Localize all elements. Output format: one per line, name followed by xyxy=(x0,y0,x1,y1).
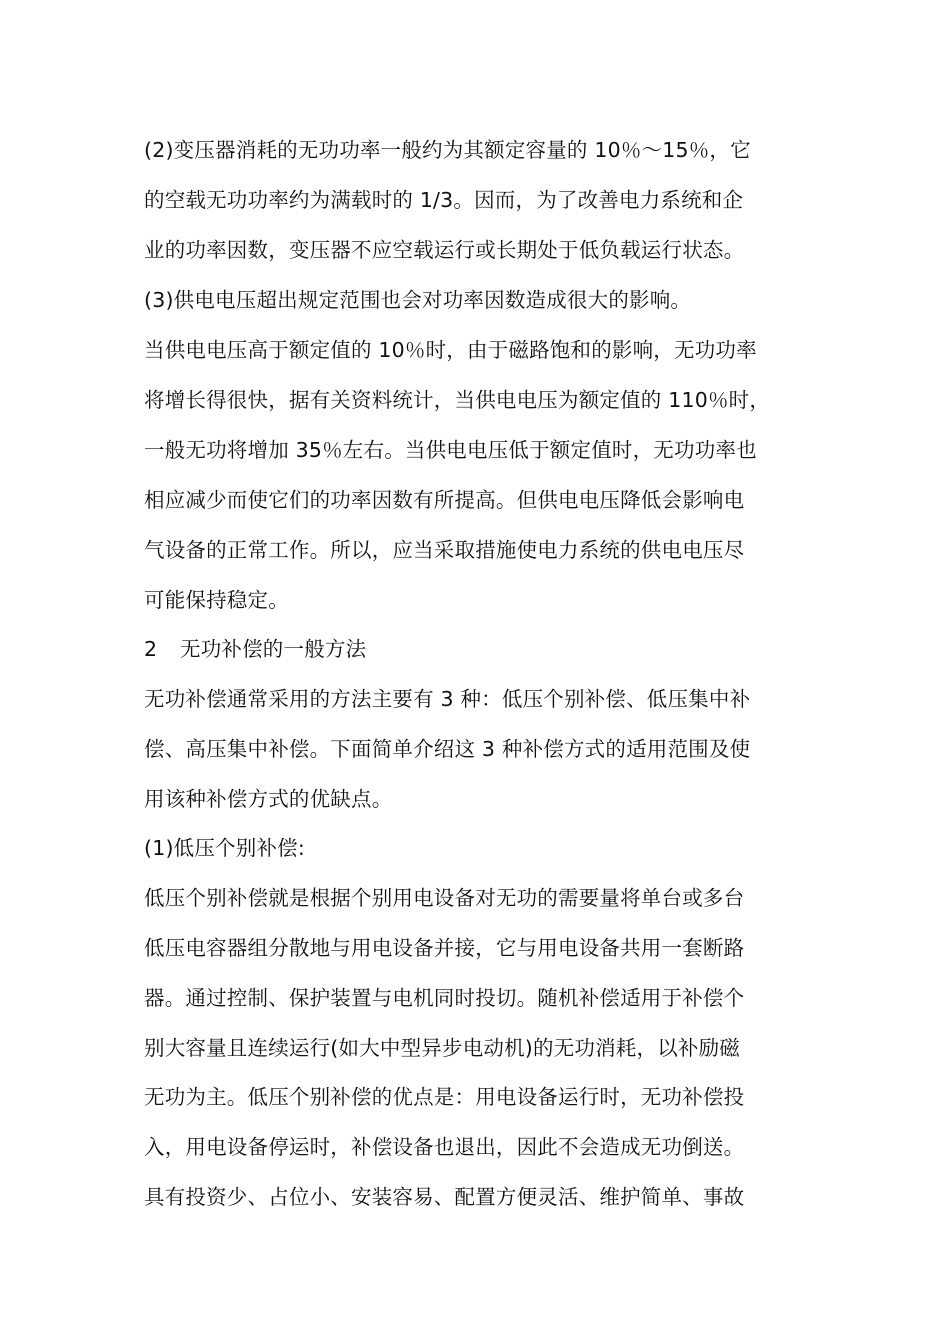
paragraph-line: 相应减少而使它们的功率因数有所提高。但供电电压降低会影响电 xyxy=(144,488,745,512)
paragraph-line: 将增长得很快，据有关资料统计，当供电电压为额定值的 110％时， xyxy=(144,388,771,412)
section-number: 2 xyxy=(144,637,158,661)
paragraph-line: 无功补偿通常采用的方法主要有 3 种：低压个别补偿、低压集中补 xyxy=(144,687,751,711)
paragraph-line: 可能保持稳定。 xyxy=(144,588,289,612)
paragraph-line: 当供电电压高于额定值的 10％时，由于磁路饱和的影响，无功功率 xyxy=(144,338,757,362)
paragraph-line: 器。通过控制、保护装置与电机同时投切。随机补偿适用于补偿个 xyxy=(144,986,745,1010)
paragraph-line: 偿、高压集中补偿。下面简单介绍这 3 种补偿方式的适用范围及使 xyxy=(144,737,751,761)
paragraph-line: 低压电容器组分散地与用电设备并接，它与用电设备共用一套断路 xyxy=(144,936,745,960)
paragraph-line: 无功为主。低压个别补偿的优点是：用电设备运行时，无功补偿投 xyxy=(144,1085,745,1109)
paragraph-line: (1)低压个别补偿: xyxy=(144,836,305,860)
paragraph-line: 低压个别补偿就是根据个别用电设备对无功的需要量将单台或多台 xyxy=(144,886,745,910)
paragraph-line: 别大容量且连续运行(如大中型异步电动机)的无功消耗，以补励磁 xyxy=(144,1036,740,1060)
paragraph-line: 的空载无功功率约为满载时的 1/3。因而，为了改善电力系统和企 xyxy=(144,188,744,212)
paragraph-line: (2)变压器消耗的无功功率一般约为其额定容量的 10％～15％，它 xyxy=(144,138,751,162)
paragraph-line: 具有投资少、占位小、安装容易、配置方便灵活、维护简单、事故 xyxy=(144,1185,745,1209)
paragraph-line: 用该种补偿方式的优缺点。 xyxy=(144,787,393,811)
paragraph-line: 业的功率因数，变压器不应空载运行或长期处于低负载运行状态。 xyxy=(144,238,745,262)
section-title: 无功补偿的一般方法 xyxy=(180,637,367,661)
paragraph-line: 入，用电设备停运时，补偿设备也退出，因此不会造成无功倒送。 xyxy=(144,1135,745,1159)
paragraph-line: 气设备的正常工作。所以，应当采取措施使电力系统的供电电压尽 xyxy=(144,538,745,562)
section-heading xyxy=(144,636,366,662)
paragraph-line: 一般无功将增加 35％左右。当供电电压低于额定值时，无功功率也 xyxy=(144,438,757,462)
paragraph-line: (3)供电电压超出规定范围也会对功率因数造成很大的影响。 xyxy=(144,288,692,312)
